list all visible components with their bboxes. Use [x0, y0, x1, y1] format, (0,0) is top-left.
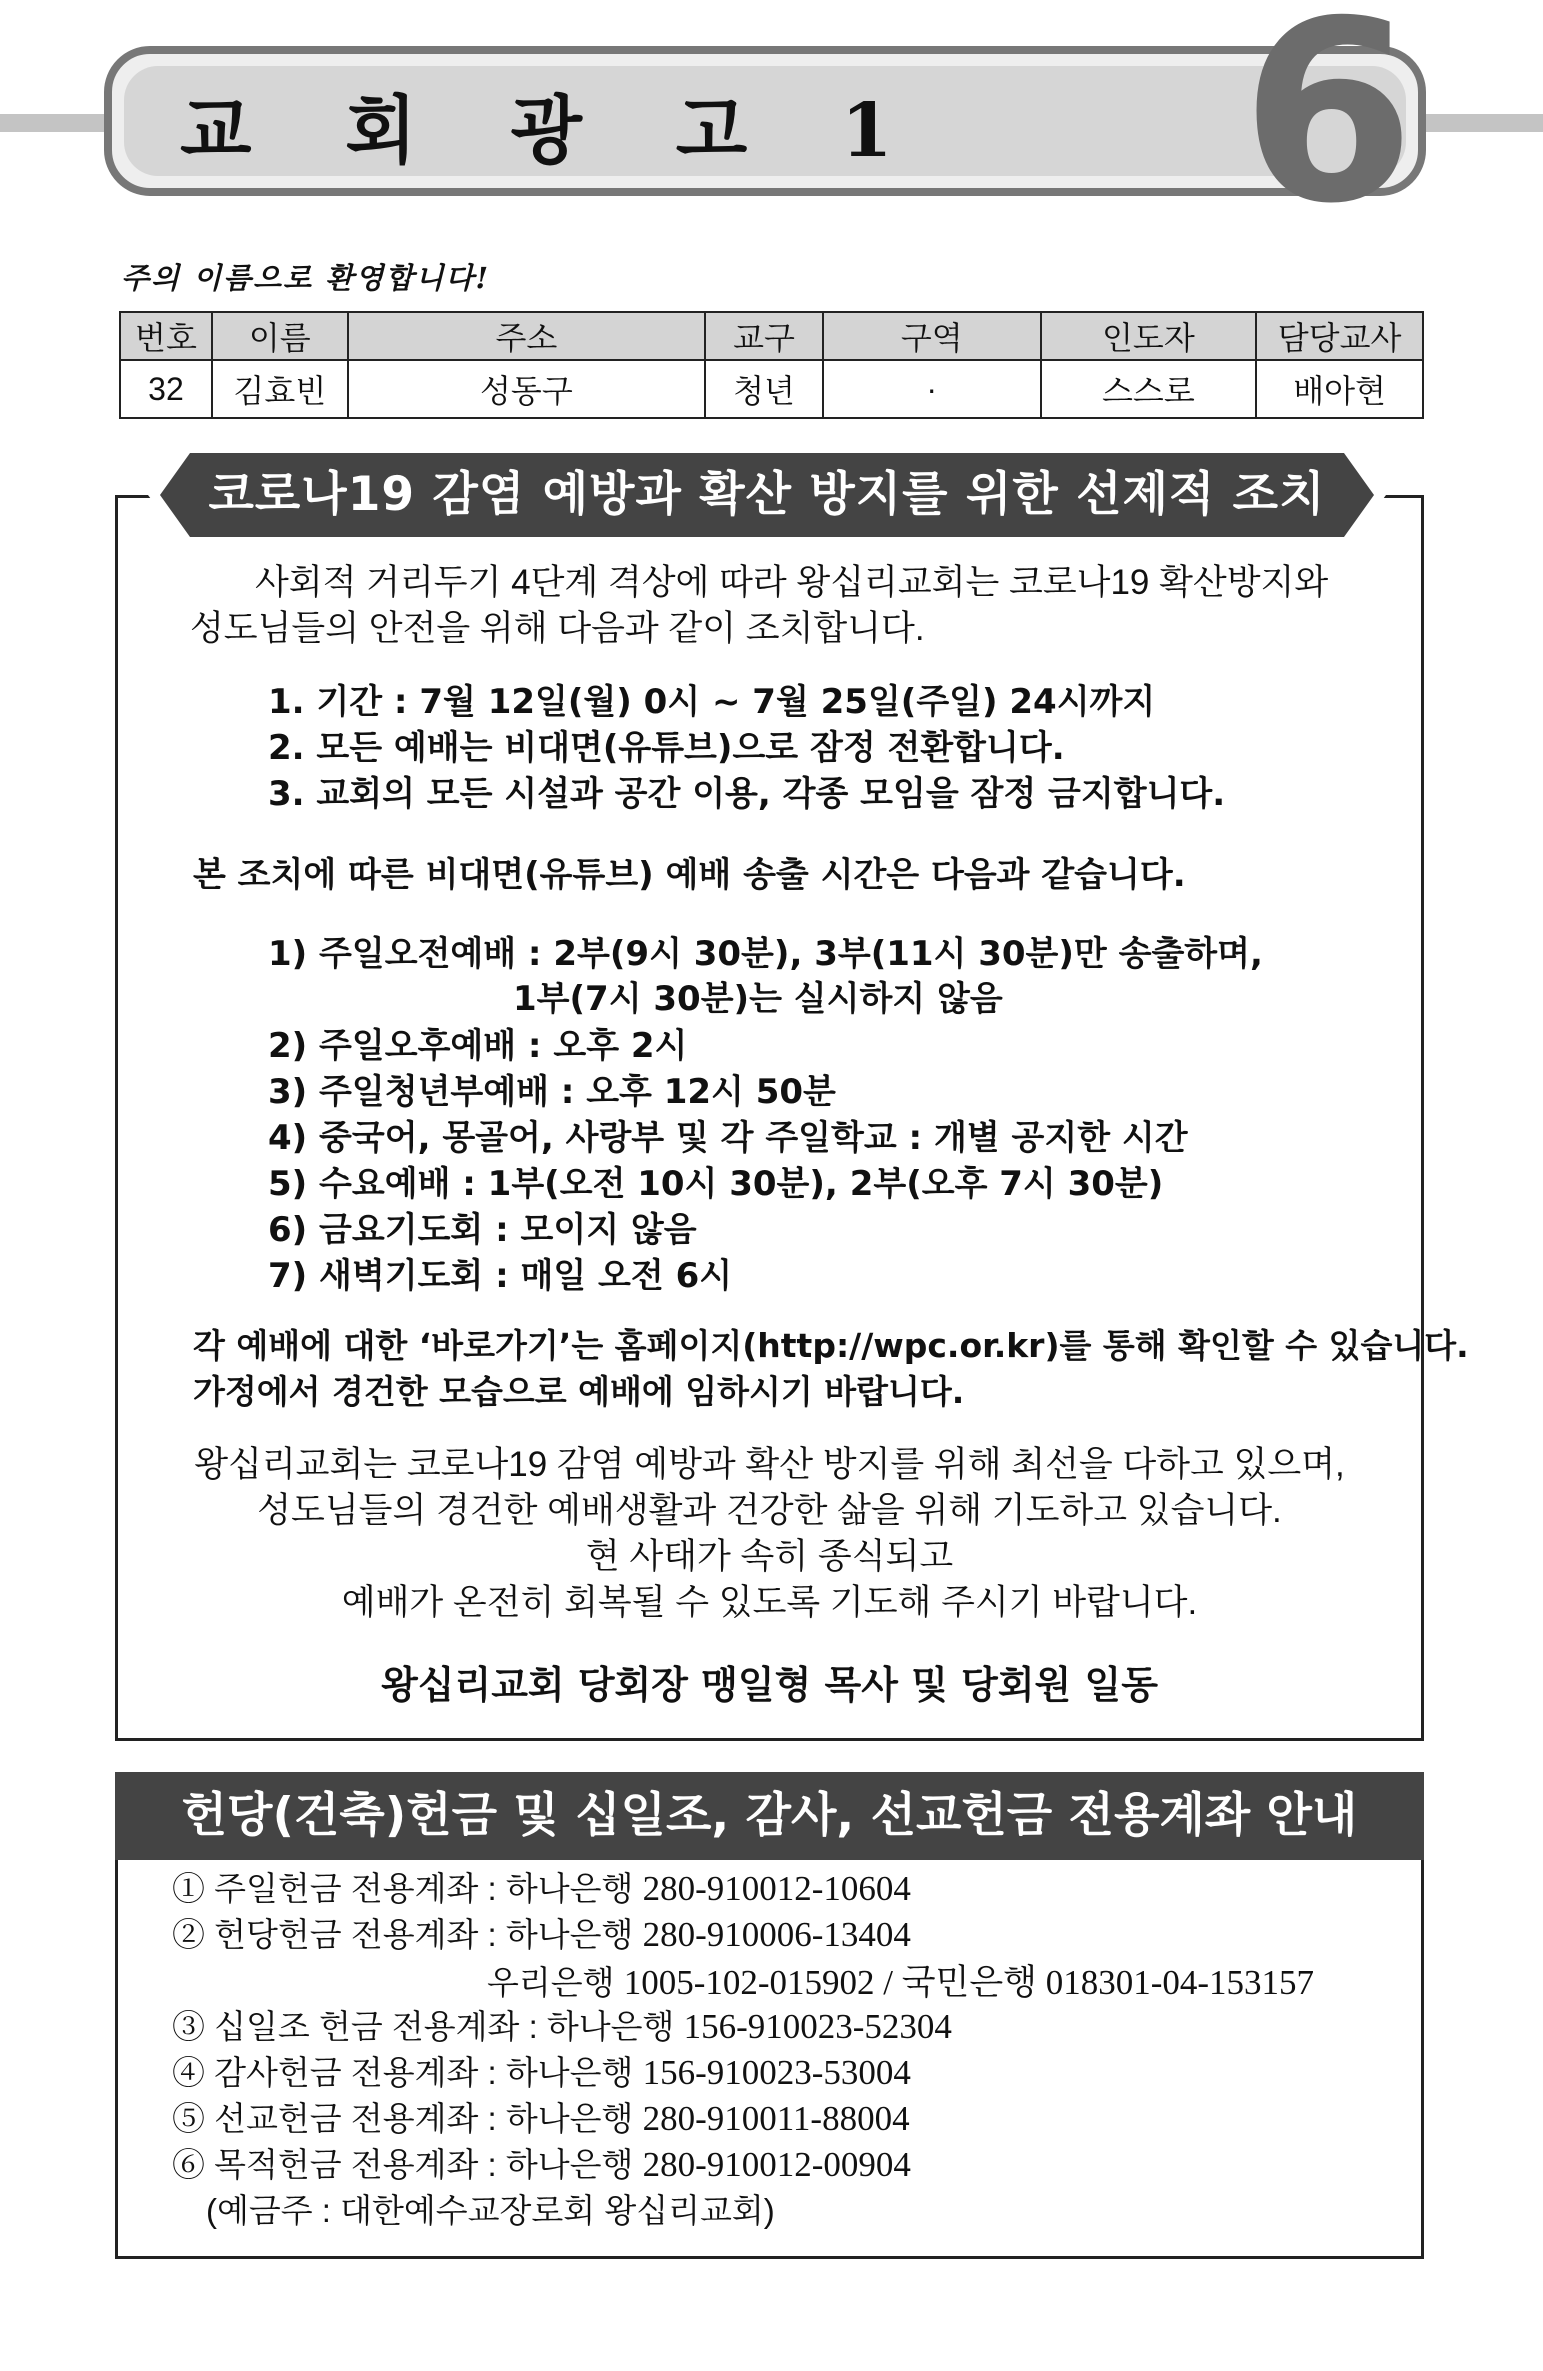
bank-name: 하나은행: [505, 2100, 634, 2137]
table-cell: ·: [823, 360, 1041, 418]
account-label: ④ 감사헌금 전용계좌 :: [172, 2054, 497, 2091]
schedule-item: 1) 주일오전예배 : 2부(9시 30분), 3부(11시 30분)만 송출하며,: [268, 934, 1263, 974]
account-item: [172, 2139, 911, 2186]
bank-name: 우리은행: [487, 1964, 615, 2001]
schedule-item: 6) 금요기도회 : 모이지 않음: [268, 1210, 697, 1250]
measure-item: 2. 모든 예배는 비대면(유튜브)으로 잠정 전환합니다.: [268, 728, 1065, 768]
schedule-item: 2) 주일오후예배 : 오후 2시: [268, 1026, 688, 1066]
page-title: 교 회 광 고 1: [180, 88, 927, 174]
bank-name: 하나은행: [505, 1916, 634, 1953]
account-item: [172, 1909, 911, 1956]
account-item: [172, 2001, 952, 2048]
account-number: 156-910023-52304: [683, 2007, 952, 2046]
account-number: 280-910006-13404: [642, 1915, 911, 1954]
column-header: 교구: [705, 312, 823, 360]
bank-name: 하나은행: [505, 2146, 634, 2183]
account-item: [172, 1863, 911, 1910]
closing-line: 성도님들의 경건한 예배생활과 건강한 삶을 위해 기도하고 있습니다.: [257, 1491, 1282, 1530]
schedule-item: 7) 새벽기도회 : 매일 오전 6시: [268, 1256, 733, 1296]
column-header: 주소: [348, 312, 705, 360]
account-item: [172, 2047, 911, 2094]
account-label: ② 헌당헌금 전용계좌 :: [172, 1916, 497, 1953]
schedule-item: 4) 중국어, 몽골어, 사랑부 및 각 주일학교 : 개별 공지한 시간: [268, 1118, 1188, 1158]
account-label: ⑤ 선교헌금 전용계좌 :: [172, 2100, 497, 2137]
homepage-link-text: 각 예배에 대한 ‘바로가기’는 홈페이지(http://wpc.or.kr)를 통해 확인할 수 있습니다.: [193, 1326, 1469, 1365]
account-label: ⑥ 목적헌금 전용계좌 :: [172, 2146, 497, 2183]
schedule-item: 5) 수요예배 : 1부(오전 10시 30분), 2부(오후 7시 30분): [268, 1164, 1164, 1204]
closing-line: 예배가 온전히 회복될 수 있도록 기도해 주시기 바랍니다.: [341, 1583, 1198, 1622]
bank-name: 하나은행: [546, 2008, 675, 2045]
schedule-intro: 본 조치에 따른 비대면(유튜브) 예배 송출 시간은 다음과 같습니다.: [193, 855, 1186, 895]
account-holder: (예금주 : 대한예수교장로회 왕십리교회): [206, 2192, 775, 2229]
page-number: 6: [1241, 0, 1415, 258]
welcome-message: 주의 이름으로 환영합니다!: [121, 261, 491, 295]
new-member-table: [119, 311, 1424, 419]
intro-line: 성도님들의 안전을 위해 다음과 같이 조치합니다.: [190, 609, 925, 648]
intro-line: 사회적 거리두기 4단계 격상에 따라 왕십리교회는 코로나19 확산방지와: [255, 563, 1329, 602]
account-item: [487, 1955, 1314, 2005]
account-item: [172, 2093, 910, 2140]
covid-title: 코로나19 감염 예방과 확산 방지를 위한 선제적 조치: [208, 467, 1326, 522]
account-number: 156-910023-53004: [642, 2053, 911, 2092]
schedule-item: 1부(7시 30분)는 실시하지 않음: [513, 979, 1003, 1019]
column-header: 이름: [212, 312, 348, 360]
guidance-text: 가정에서 경건한 모습으로 예배에 임하시기 바랍니다.: [193, 1372, 965, 1411]
accounts-title: 헌당(건축)헌금 및 십일조, 감사, 선교헌금 전용계좌 안내: [115, 1772, 1424, 1860]
account-label: ③ 십일조 헌금 전용계좌 :: [172, 2008, 538, 2045]
table-cell: 청년: [705, 360, 823, 418]
account-number: 280-910011-88004: [642, 2099, 910, 2138]
column-header: 인도자: [1041, 312, 1257, 360]
account-label: ① 주일헌금 전용계좌 :: [172, 1870, 497, 1907]
column-header: 번호: [120, 312, 212, 360]
column-header: 담당교사: [1256, 312, 1423, 360]
table-row: [120, 360, 1423, 418]
table-cell: 성동구: [348, 360, 705, 418]
table-cell: 32: [120, 360, 212, 418]
account-number: 1005-102-015902 / 국민은행 018301-04-153157: [623, 1963, 1315, 2002]
measure-item: 1. 기간 : 7월 12일(월) 0시 ~ 7월 25일(주일) 24시까지: [268, 682, 1156, 722]
table-cell: 스스로: [1041, 360, 1257, 418]
bank-name: 하나은행: [505, 2054, 634, 2091]
schedule-item: 3) 주일청년부예배 : 오후 12시 50분: [268, 1072, 836, 1112]
account-number: 280-910012-10604: [642, 1869, 911, 1908]
signature: 왕십리교회 당회장 맹일형 목사 및 당회원 일동: [381, 1663, 1158, 1707]
closing-line: 현 사태가 속히 종식되고: [585, 1537, 954, 1576]
column-header: 구역: [823, 312, 1041, 360]
bank-name: 하나은행: [505, 1870, 634, 1907]
table-cell: 배아현: [1256, 360, 1423, 418]
measure-item: 3. 교회의 모든 시설과 공간 이용, 각종 모임을 잠정 금지합니다.: [268, 774, 1226, 814]
table-header-row: [120, 312, 1423, 360]
table-cell: 김효빈: [212, 360, 348, 418]
account-number: 280-910012-00904: [642, 2145, 911, 2184]
closing-line: 왕십리교회는 코로나19 감염 예방과 확산 방지를 위해 최선을 다하고 있으며,: [194, 1445, 1345, 1484]
